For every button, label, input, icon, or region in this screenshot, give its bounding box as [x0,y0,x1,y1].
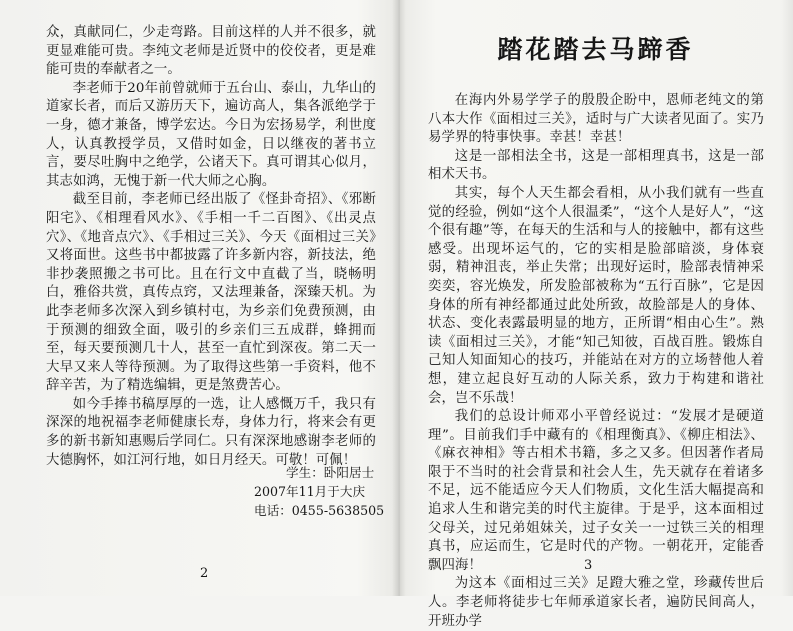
right-page-number: 3 [584,558,593,573]
right-page-body [428,92,764,631]
left-paragraph-1: 众，真献同仁，少走弯路。目前这样的人并不很多，就更显难能可贵。李纯文老师是近贤中的佼佼者，更是难能可贵的奉献者之一。 [46,25,376,78]
right-paragraph-3: 其实，每个人天生都会看相，从小我们就有一些直觉的经验，例如“这个人很温柔”，“这个人是好人”，“这个很有趣”等，在每天的生活和与人的接触中，都有这些感受。出现坏运气的，它的实相是脸部暗淡，身体衰弱，精神沮丧，举止失常；出现好运时，脸部表情神采奕奕，容光焕发，所发脸部被称为“五行百脉”，它是因身体的所有神经都通过此处所致，故脸部是人的身体、状态、变化表露最明显的地方，正所谓“相由心生”。熟读《面相过三关》，才能“知己知彼，百战百胜。锻炼自己知人知面知心的技巧，并能站在对方的立场替他人着想，建立起良好互动的人际关系，致力于构建和谐社会，岂不乐哉！ [428,185,764,406]
left-page [0,0,398,596]
right-paragraph-1: 在海内外易学学子的殷殷企盼中，恩师老纯文的第八本大作《面相过三关》，适时与广大读者见面了。实乃易学界的特事快事。幸甚！幸甚！ [428,93,764,146]
signature-date: 2007年11月于大庆 [254,483,366,499]
page-edge-shadow [781,0,793,596]
left-paragraph-3: 截至目前，李老师已经出版了《怪卦奇招》、《邪断阳宅》、《相理看风水》、《手相一千二百图》、《出灵点穴》、《地音点穴》、《手相过三关》、今天《面相过三关》又将面世。这些书中都披露了许多新内容，新技法，绝非抄袭照搬之书可比。且在行文中直截了当，晓畅明白，雅俗共赏，真传点窍，又法理兼备，深臻天机。为此李老师多次深入到乡镇村屯，为乡亲们免费预测，由于预测的细致全面，吸引的乡亲们三五成群，蜂拥而至，每天要预测几十人，甚至一直忙到深夜。第二天一大早又来人等待预测。为了取得这些第一手资料，他不辞辛苦，为了精选编辑，更是煞费苦心。 [46,192,376,394]
right-paragraph-2: 这是一部相法全书，这是一部相理真书，这是一部相术天书。 [428,148,764,183]
left-page-number: 2 [200,566,209,581]
right-page [398,0,793,629]
signature-phone: 电话：0455-5638505 [254,502,385,518]
right-paragraph-5: 为这本《面相过三关》足蹬大雅之堂，珍藏传世后人。李老师将徒步七年师承道家长者，遍防民间高人，开班办学 [428,576,764,629]
signature-block [254,464,404,520]
right-paragraph-4: 我们的总设计师邓小平曾经说过：“发展才是硬道理”。目前我们手中藏有的《相理衡真》、《柳庄相法》、《麻衣神相》等古相术书籍，多之又多。但因著作者局限于不当时的社会背景和社会人生，先天就存在着诸多不足，远不能适应今天人们物质，文化生活大幅提高和追求人生和谐完美的时代主旋律。于是乎，这本面相过父母关，过兄弟姐妹关，过子女关一一过铁三关的相理真书，应运而生，它是时代的产物。一朝花开，定能香飘四海！ [428,409,764,573]
chapter-title: 踏花踏去马蹄香 [497,35,694,64]
left-page-body [46,24,376,470]
left-paragraph-2: 李老师于20年前曾就师于五台山、泰山，九华山的道家长者，而后又游历天下，遍访高人，集各派绝学于一身，德才兼备，博学宏达。今日为宏扬易学，利世度人，认真教授学员，又借时如金，日以继夜的著书立言，要尽吐胸中之绝学，公诸天下。真可谓其心似月，其志如鸿，无愧于新一代大师之心胸。 [46,80,376,189]
signature-name: 学生：卧阳居士 [286,465,375,480]
left-paragraph-4: 如今手捧书稿厚厚的一选，让人感慨万千，我只有深深的地祝福李老师健康长寿，身体力行，将来会有更多的新书新知惠赐后学同仁。只有深深地感谢李老师的大德胸怀，如江河行地，如日月经天。可敬！可佩！ [46,396,376,468]
